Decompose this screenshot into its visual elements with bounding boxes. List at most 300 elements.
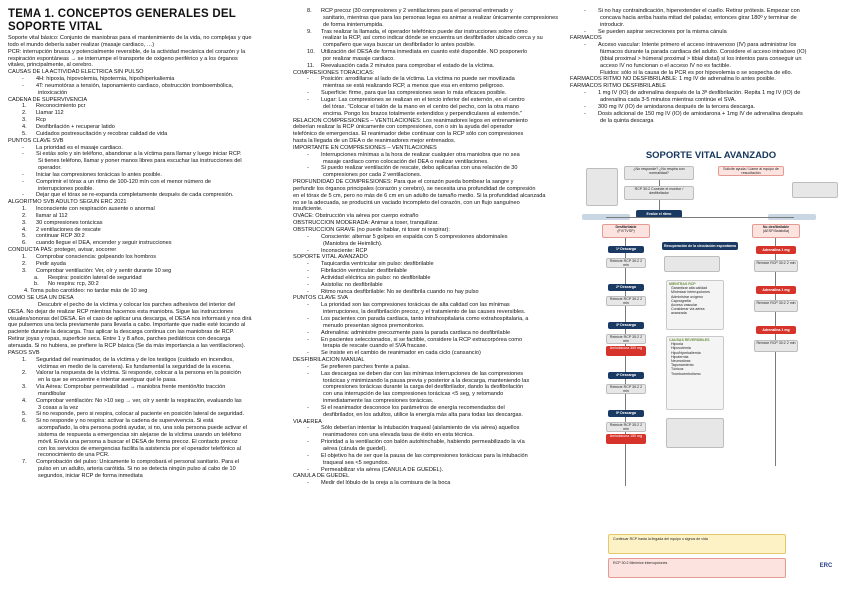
list-item (293, 275, 569, 282)
text-line: terapia de rescate cuando el SVA fracase. (323, 343, 428, 350)
list-text: Seguridad del reanimador, de la víctima y de los testigos (cuidado en incendios, (36, 356, 234, 363)
list-marker: - (22, 151, 24, 158)
list-text: Comprobación del pulso: Únicamente lo comprobará el personal sanitario. Para el (36, 459, 240, 466)
list-text: Se insiste en el cambio de reanimador en cada ciclo (cansancio) (321, 350, 481, 357)
diagram-list-item: Capnografía (671, 298, 691, 303)
text-line: sanitario, mientras que para las personas legas es animar a realizar únicamente compresiones (323, 14, 559, 21)
list-text: Fibrilación ventricular: desfibrilable (321, 268, 407, 275)
list-marker: 3. (22, 219, 27, 226)
list-marker: - (22, 192, 24, 199)
list-item (293, 302, 569, 309)
shockable-box: Desfibrilable (FV/TVSP) (602, 224, 650, 238)
list-marker: 2. (22, 212, 27, 219)
list-text: Desfibrilación + recuperar latido (36, 123, 115, 130)
shock-step: 5ª Descarga (608, 410, 644, 417)
list-marker: - (307, 336, 309, 343)
list-text: Taquicardia ventricular sin pulso: desfibrilable (321, 261, 434, 268)
text-line: aérea (cánula de guedel). (323, 446, 387, 452)
list-marker: - (307, 404, 309, 411)
diagram-list-item: Tóxicos (671, 367, 684, 372)
list-marker: 7. (22, 459, 27, 466)
section-heading: VÍA AÉREA (293, 418, 322, 425)
text-line: FÁRMACOS RITMO DESFIBRILABLE (570, 83, 667, 90)
list-item (8, 357, 294, 364)
text-line: telefónico de emergencias. El reanimador debe continuar con la RCP sólo con compresiones (293, 131, 524, 138)
list-text: Respira: posición lateral de seguridad (48, 274, 142, 281)
list-marker: - (584, 8, 586, 14)
text-line: interrupciones, la desfibrilación precoz, y el tratamiento de las causes reversibles. (323, 309, 526, 316)
rcp-monitor-box: RCP 30:2 Conecte el monitor / desfibrilador (624, 186, 694, 200)
shock-step: 3ª Descarga (608, 322, 644, 329)
section-heading: CONDUCTA PAS: proteger, avisar, socorrer (8, 247, 117, 254)
column-middle (293, 8, 569, 596)
diagram-title: SOPORTE VITAL AVANZADO (645, 150, 777, 161)
list-text: Si estás solo y sin teléfono, abandonar a la víctima para llamar y luego iniciar RCP. (36, 151, 242, 158)
text-line: no se la adecuada, se producirá un vaciado incompleto del corazón, con un flujo sanguíneo (293, 199, 520, 206)
list-text: Utilización del DESA de forma inmediata en cuanto esté disponible. NO posponerlo (321, 49, 528, 56)
left-text-body (8, 35, 294, 480)
list-item (293, 350, 569, 357)
text-line: (tibial proximal > húmeral proximal > tibial distal) si los intentos para conseguir un (600, 55, 802, 62)
text-line: Soporte vital básico: Conjunto de maniobras para el mantenimiento de la vida, no complejas y que (8, 35, 252, 41)
adrenaline-step: Adrenalina 1 mg (756, 246, 796, 254)
reversible-causes-box: CAUSAS REVERSIBLES Hipoxia Hipovolemia Hipo/hiperkaliemia Hipotermia Neumotórax Taponamiento Tóxicos Tromboembolismo (666, 336, 724, 410)
text-line: respiración espontáneas → se interrumpe el transporte de oxígeno periférico y a los órganos (8, 55, 238, 62)
assess-rhythm-box: Evalúe el ritmo (636, 210, 682, 218)
text-line: mandibular (38, 390, 66, 397)
list-item (8, 124, 294, 131)
list-item (293, 49, 569, 56)
note-box: Continuar RCP hasta la llegada del equipo o signos de vida (608, 534, 786, 554)
list-marker: - (307, 281, 309, 288)
list-item (8, 206, 294, 213)
text-line: interrupciones posible. (38, 185, 94, 192)
text-line: desfibrilador, en los adultos, utilice la energía más alta para todas las descargas. (323, 411, 523, 418)
list-text: Ritmo nunca desfibrilable: No se desfibrila cuando no hay pulso (321, 288, 479, 295)
section-heading: CÁNULA DE GUEDEL (293, 473, 350, 480)
list-item (570, 42, 842, 49)
shock-step: 2ª Descarga (608, 284, 644, 291)
rcp-step: Reinicie RCP 30:2 2 min (606, 422, 646, 432)
text-line: encima. Pongo los brazos totalmente extendidos y perpendiculares al esternón." (323, 110, 523, 117)
list-text: Comprimir el tórax a un ritmo de 100-120 mín con el menor número de (36, 178, 212, 185)
connector (659, 200, 660, 210)
list-marker: 11. (307, 62, 315, 69)
connector (606, 217, 794, 218)
text-line: acompañado, la otra persona podrá ayudar, si no, una sola persona puede activar el (38, 425, 247, 432)
section-heading: PUNTOS CLAVE SVA (293, 295, 349, 302)
text-line: introducir. (600, 21, 625, 28)
text-line: atenuada. Si no hubiera, se prefiere la RCP básica (Se da más importancia a las ventilaciones). (8, 342, 246, 349)
drug-step: Amiodarona 150 mg (606, 434, 646, 444)
list-marker: 4. (22, 123, 27, 130)
left-spine (625, 238, 626, 486)
list-text: Cuidados postresucitación y recobrar calidad de vida (36, 130, 168, 137)
diagram-list-item: Acceso vascular (671, 303, 698, 308)
list-text: 300 mg IV (IO) de amiodarona después de la tercera descarga. (598, 103, 756, 110)
list-item (293, 282, 569, 289)
text-line: con los servicios de emergencias facilita la asistencia por el operador telefónico al (38, 445, 242, 452)
list-item (293, 268, 569, 275)
list-marker: - (307, 90, 309, 97)
list-text: Posición: arrodillarse al lado de la víctima. La víctima no puede ser movilizada (321, 76, 515, 83)
text-line: mientras se está realizando RCP, a menos que esa en entorno peligroso. (323, 83, 505, 90)
diagram-list-item: Hipovolemia (671, 346, 691, 351)
shock-step: 4ª Descarga (608, 372, 644, 379)
list-item (293, 330, 569, 337)
text-line: con una interrupción de las compresiones torácicas <5 seg, y retomando (323, 391, 504, 398)
list-text: La prioridad es el masaje cardiaco. (36, 144, 123, 151)
text-line: OBSTRUCCIÓN MODERADA: Animar a toser, tranquilizar. (293, 220, 439, 227)
rosc-box: Recuperación de la circulación espontánea (662, 242, 738, 250)
list-text: Rcp (36, 117, 46, 124)
list-text: Lugar: Las compresiones se realizan en el tercio inferior del esternón, en el centro (321, 96, 525, 103)
text-line: (Maniobra de Heimlich). (323, 240, 383, 247)
list-marker: 6. (22, 240, 27, 247)
list-marker: - (307, 315, 309, 322)
section-heading: CAUSAS DE LA ACTIVIDAD ELÉCTRICA SIN PULSO (8, 69, 144, 76)
additional-box (666, 418, 724, 448)
list-text: Interrupciones mínimas a la hora de realizar cualquier otra maniobra que no sea (321, 151, 520, 158)
list-marker: - (307, 439, 309, 446)
list-item (8, 83, 294, 90)
erc-logo: ERC (816, 558, 836, 574)
list-marker: - (307, 329, 309, 336)
rcp-note-box: RCP 30:2 Minimice interrupciones (608, 558, 786, 578)
list-marker: - (307, 274, 309, 281)
list-text: No respira: rcp, 30:2 (48, 281, 99, 288)
list-marker: - (22, 76, 24, 83)
list-text: Medir del lóbulo de la oreja a la comisura de la boca (321, 480, 451, 487)
text-line: móvil. Envía una persona a buscar el DESA de forma precoz. El contacto precoz (38, 438, 238, 445)
section-heading: ALGORITMO SVB ADULTO SEGÚN ERC 2021 (8, 199, 127, 206)
list-text: Inconsciente: RCP (321, 247, 368, 254)
text-line: operador. (38, 165, 62, 172)
list-marker: - (584, 110, 586, 117)
adrenaline-step: Adrenalina 1 mg (756, 326, 796, 334)
list-marker: - (307, 261, 309, 268)
document-title (8, 8, 294, 33)
text-line: en el tórax de 5 cm, pero no más de 6 cm en un adulto de tamaño medio. Si la profundidad alcanzada (293, 192, 546, 199)
list-marker: - (22, 178, 24, 185)
list-text: En pacientes seleccionados, si se factible, considere la RCP extracorpórea como (321, 336, 523, 343)
list-marker: - (307, 452, 309, 459)
list-marker: 1. (22, 103, 27, 110)
list-marker: - (307, 76, 309, 83)
list-item (570, 90, 842, 97)
list-marker: - (307, 268, 309, 275)
text-line: segundos, iniciar RCP de forma inmediata (38, 473, 143, 479)
diagram-list-item: Hipo/hiperkaliemia (671, 350, 701, 355)
list-text: Inconsciente con respiración ausente o anormal (36, 206, 155, 213)
list-item (8, 220, 294, 227)
text-line: todo el mundo debería saber realizar (masaje cardiaco, …) (8, 41, 155, 48)
list-item (570, 104, 842, 111)
list-item (293, 234, 569, 241)
list-marker: 1. (22, 356, 27, 363)
list-item (293, 371, 569, 378)
list-text: Si no responde, pero si respira, colocar al paciente en posición lateral de seguridad. (36, 411, 245, 418)
list-marker: - (584, 90, 586, 97)
text-line: compañero que vaya buscar un desfibrilador lo antes posible. (323, 42, 476, 49)
list-item (8, 459, 294, 466)
section-heading: DESFIBRILACIÓN MANUAL (293, 357, 365, 364)
section-heading: SOPORTE VITAL AVANZADO (293, 254, 368, 261)
list-item (293, 467, 569, 474)
list-item (8, 172, 294, 179)
diagram-list-item: Garantizar alta calidad (671, 286, 707, 291)
list-text: La prioridad son las compresiones torácicas de alta calidad con las mínimas (321, 302, 510, 309)
info-box (792, 182, 838, 198)
list-text: Si no responde y no respira: activar la cadena de supervivencia. Si está (36, 418, 214, 425)
call-box: Solicite ayuda / Llame al equipo de resucitación (718, 166, 784, 176)
list-text: Si no hay contraindicación, hiperextender el cuello. Retirar prótesis. Empezar con (598, 8, 800, 14)
list-marker: - (584, 28, 586, 35)
list-text: Los pacientes con parada cardiaca, tanto intrahospitalaria como extrahospitalaria, a (321, 315, 529, 322)
list-text: Prioridad a la ventilación con balón autohinchable, habiendo permeabilizado la vía (321, 439, 525, 446)
list-text: llamar al 112 (36, 212, 68, 219)
list-marker: 1. (22, 206, 27, 213)
list-item (293, 425, 569, 432)
text-line: adrenalina cada 3-5 minutos mientras continúe el SVA. (600, 96, 737, 103)
section-heading: COMPRESIONES TORÁCICAS: (293, 69, 375, 76)
text-line: PCR: interrupción brusca y potencialmente reversible, de la actividad mecánica del corazón y la (8, 48, 246, 55)
drug-step: Amiodarona 300 mg (606, 346, 646, 356)
list-item (293, 97, 569, 104)
section-heading: COMO SE USA UN DESA (8, 295, 74, 302)
list-text: 4H: hipoxia, hipovolemia, hipotermia, hipo/hiperkaliemia (36, 76, 175, 83)
list-item (8, 233, 294, 240)
list-item (293, 364, 569, 371)
text-line: FÁRMACOS RITMO NO DESFIBRILABLE: 1 mg IV de adrenalina lo antes posible. (570, 76, 776, 83)
list-marker: 5. (22, 411, 27, 418)
list-text: Adrenalina: administre precozmente para la parada cardiaca no desfibrilable (321, 329, 511, 336)
diagram-list-item: Minimizar interrupciones (671, 290, 710, 295)
list-marker: 10. (307, 49, 315, 56)
list-text: Asistolia: no desfibrilable (321, 281, 383, 288)
rcp-step: Reinicie RCP 30:2 2 min (754, 340, 798, 352)
text-line: paciente durante la descarga. Tras aplicar la descarga continua con las maniobras de RCP. (8, 329, 235, 336)
list-text: El objetivo ha de ser que la pausa de las compresiones torácicas para la intubación (321, 452, 528, 459)
list-marker: - (307, 370, 309, 377)
list-marker: - (22, 171, 24, 178)
middle-text-body (293, 8, 569, 487)
list-item (293, 405, 569, 412)
list-marker: 3. (22, 267, 27, 274)
text-line: traqueal sea <5 segundos. (323, 459, 390, 466)
list-marker: - (22, 82, 24, 89)
text-line: realizar la RCP, así como indicar dónde se encuentra un desfibrilador ubicado cerca y su (323, 35, 543, 42)
right-text-body (570, 8, 842, 124)
text-line: Descubrir el pecho de la víctima y colocar los parches adhesivos del interior del (38, 301, 236, 308)
list-item (8, 213, 294, 220)
list-text: Comprobar consciencia: golpeando los hombros (36, 254, 157, 260)
list-marker: 4. (22, 226, 27, 233)
connector (659, 180, 660, 186)
list-item (293, 152, 569, 159)
list-text: Reevaluación cada 2 minutos para comprobar el estado de la víctima. (321, 62, 495, 69)
list-marker: - (307, 363, 309, 370)
list-text: cuando llegue el DEA, encender y seguir instrucciones (36, 240, 172, 247)
text-line: por realizar masaje cardiaco. (323, 55, 395, 62)
list-item (293, 316, 569, 323)
list-item (293, 337, 569, 344)
text-line: perfundir los órganos principales (corazón y cerebro), se necesita una profundidad de compresión (293, 185, 536, 192)
rcp-step: Reinicie RCP 30:2 2 min (754, 260, 798, 272)
list-item (8, 145, 294, 152)
section-heading: PUNTOS CLAVE SVB (8, 137, 64, 144)
list-marker: 6. (22, 418, 27, 425)
list-marker: - (22, 144, 24, 151)
text-line: de la quinta descarga (600, 117, 654, 124)
list-marker: 2. (22, 110, 27, 117)
list-marker: a. (34, 274, 39, 281)
text-line: de forma ininterrumpida. (323, 21, 384, 28)
list-marker: - (307, 288, 309, 295)
text-line: RELACIÓN COMPRESIONES – VENTILACIONES: Los reanimadores legos en entrenamiento (293, 117, 528, 124)
list-text: Las descargas se deben dar con las mínimas interrupciones de las compresiones (321, 370, 524, 377)
text-line: OBSTRUCCIÓN GRAVE (no puede hablar, ni toser ni respirar): (293, 227, 450, 233)
list-item (570, 8, 842, 15)
list-item (8, 268, 294, 275)
diagram-list-item: Neumotórax (671, 359, 691, 364)
text-line: Retirar joyas y ropas, superficie seca. Entre 1 y 8 años, parches pediátricos con descarga (8, 336, 231, 343)
list-marker: 3. (22, 117, 27, 124)
list-item (293, 76, 569, 83)
text-line: torácicas y minimizando la pausa previa y posterior a la descarga, manteniendo las (323, 377, 530, 384)
text-line: DESA. No dejar de realizar RCP mientras hacemos esta maniobra. Sigue las instrucciones (8, 308, 233, 315)
list-text: Llamar 112 (36, 110, 64, 117)
adrenaline-step: Adrenalina 1 mg (756, 286, 796, 294)
list-text: Dejar que el tórax se re-expanda completamente después de cada compresión. (36, 192, 234, 199)
list-item (293, 63, 569, 70)
list-text: Superficie: firme, para que las compresiones sean lo más eficaces posible. (321, 90, 507, 97)
text-line: PROFUNDIDAD DE COMPRESIONES: Para que el corazón pueda bombear la sangre y (293, 179, 514, 186)
list-item (570, 111, 842, 118)
list-item (293, 165, 569, 172)
text-line: insuficiente. (293, 206, 323, 213)
list-marker: - (584, 103, 586, 110)
list-marker: - (307, 151, 309, 158)
list-marker: 5. (22, 233, 27, 240)
list-item (293, 8, 569, 15)
list-text: 1 mg IV (IO) de adrenalina después de la 3ª desfibrilación. Repita 1 mg IV (IO) de (598, 90, 801, 97)
list-marker: 4. (22, 397, 27, 404)
text-line: inmediatamente las compresiones torácicas. (323, 398, 434, 405)
diagram-list-item: Administrar oxígeno (671, 294, 703, 299)
text-line: reconocimiento de una PCR. (38, 452, 110, 459)
list-item (8, 418, 294, 425)
diagram-list-item: Hipotermia (671, 354, 689, 359)
list-text: continuar RCP 30:2 (36, 233, 85, 240)
list-item (8, 227, 294, 234)
list-text: Reconocimiento pcr (36, 103, 86, 110)
list-text: Consciente: alternar 5 golpes en espalda con 5 compresiones abdominales (321, 233, 508, 240)
list-text: Tras realizar la llamada, el operador telefónico puede dar instrucciones sobre cómo (321, 28, 528, 35)
text-line: concava hacia arriba hasta mitad del paladar, entonces girar 180º y terminar de (600, 14, 797, 21)
list-item (8, 398, 294, 405)
list-item (293, 29, 569, 36)
list-marker: - (307, 96, 309, 103)
list-text: Se pueden aspirar secreciones por la misma cánula (598, 28, 727, 35)
rcp-step: Reinicie RCP 30:2 2 min (606, 384, 646, 394)
list-marker: - (307, 350, 309, 357)
list-item (8, 261, 294, 268)
list-marker: 3. (22, 384, 27, 391)
list-item (8, 281, 294, 288)
list-item (8, 151, 294, 158)
list-marker: - (584, 42, 586, 49)
list-text: Acceso vascular: Intente primero el acceso intravenoso (IV) para administrar los (598, 42, 797, 49)
list-marker: - (307, 247, 309, 254)
list-marker: 9. (307, 28, 312, 35)
list-marker: 2. (22, 370, 27, 377)
diagram-list-item: Hipoxia (671, 342, 683, 347)
rcp-step: Reinicie RCP 30:2 2 min (754, 300, 798, 312)
list-item (293, 453, 569, 460)
text-line: OVACE: Obstrucción vía aérea por cuerpo extraño (293, 213, 419, 220)
text-line: reanimadores con una elevada tasa de éxito en esta técnica. (323, 432, 474, 439)
list-marker: - (307, 302, 309, 309)
list-marker: 5. (22, 130, 27, 137)
text-line: compresiones torácicas durante la carga del desfibrilador, dando la desfibrilación (323, 384, 524, 391)
list-text: Iniciar las compresiones torácicas lo antes posible. (36, 171, 162, 178)
title-line-2: SOPORTE VITAL (8, 20, 103, 33)
list-marker: - (307, 480, 309, 487)
list-marker: 8. (307, 8, 312, 14)
list-item (8, 240, 294, 247)
text-line: fármacos durante la parada cardiaca del adulto. Considere el acceso intraóseo (IO) (600, 49, 807, 56)
text-line: pulso en un adulto, arteria carótida. Si no se detecta ningún pulso al cabo de 10 (38, 466, 236, 473)
section-heading: IMPORTANTE EN COMPRESIONES – VENTILACIONES (293, 144, 437, 151)
list-item (8, 179, 294, 186)
right-spine (775, 238, 776, 466)
text-line: víctimas en medio de la carretera). Es fundamental la seguridad de la escena. (38, 363, 232, 370)
rosc-care-box (664, 256, 720, 272)
rcp-step: Reinicie RCP 30:2 2 min (606, 258, 646, 268)
list-item (293, 261, 569, 268)
list-marker: - (307, 466, 309, 473)
non-shockable-box: No desfibrilable (AESP/Asistolia) (752, 224, 800, 238)
text-line: 3 cosas a la vez (38, 404, 79, 411)
list-marker: - (307, 425, 309, 432)
unresponsive-box: ¿No responde? ¿No respira con normalidad? (624, 166, 694, 180)
list-item (8, 103, 294, 110)
list-item (8, 254, 294, 261)
sva-algorithm-diagram (578, 150, 844, 590)
list-text: Si puedo realizar ventilación de rescate, debo aplicarlas con una relación de 30 (321, 165, 518, 172)
list-item (570, 29, 842, 36)
list-text: 4T: neumotórax a tensión, taponamiento cardiaco, obstrucción tromboembólica, (36, 82, 234, 89)
rcp-step: Reinicie RCP 30:2 2 min (606, 296, 646, 306)
section-heading: CADENA DE SUPERVIVENCIA (8, 96, 88, 103)
list-marker: 2. (22, 260, 27, 267)
text-line: compresiones por cada 2 ventilaciones. (323, 172, 422, 179)
list-text: Sólo deberían intentar la intubación traqueal (aislamiento de vía aérea) aquellos (321, 425, 520, 432)
list-text: Se prefieren parches frente a palas. (321, 363, 410, 370)
list-marker: - (307, 165, 309, 172)
column-left (8, 8, 294, 596)
list-item (8, 275, 294, 282)
list-item (8, 192, 294, 199)
list-text: Comprobar ventilación: No >10 seg → ver, oír y sentir la respiración, evaluando las (36, 397, 242, 404)
diagram-list-item: Tromboembolismo (671, 371, 701, 376)
list-item (8, 117, 294, 124)
list-text: 30 compresiones torácicas (36, 219, 103, 226)
list-marker: b. (34, 281, 39, 288)
list-item (8, 110, 294, 117)
text-line: Si tienes teléfono, llamar y poner manos libres para escuchar las instrucciones del (38, 158, 242, 165)
